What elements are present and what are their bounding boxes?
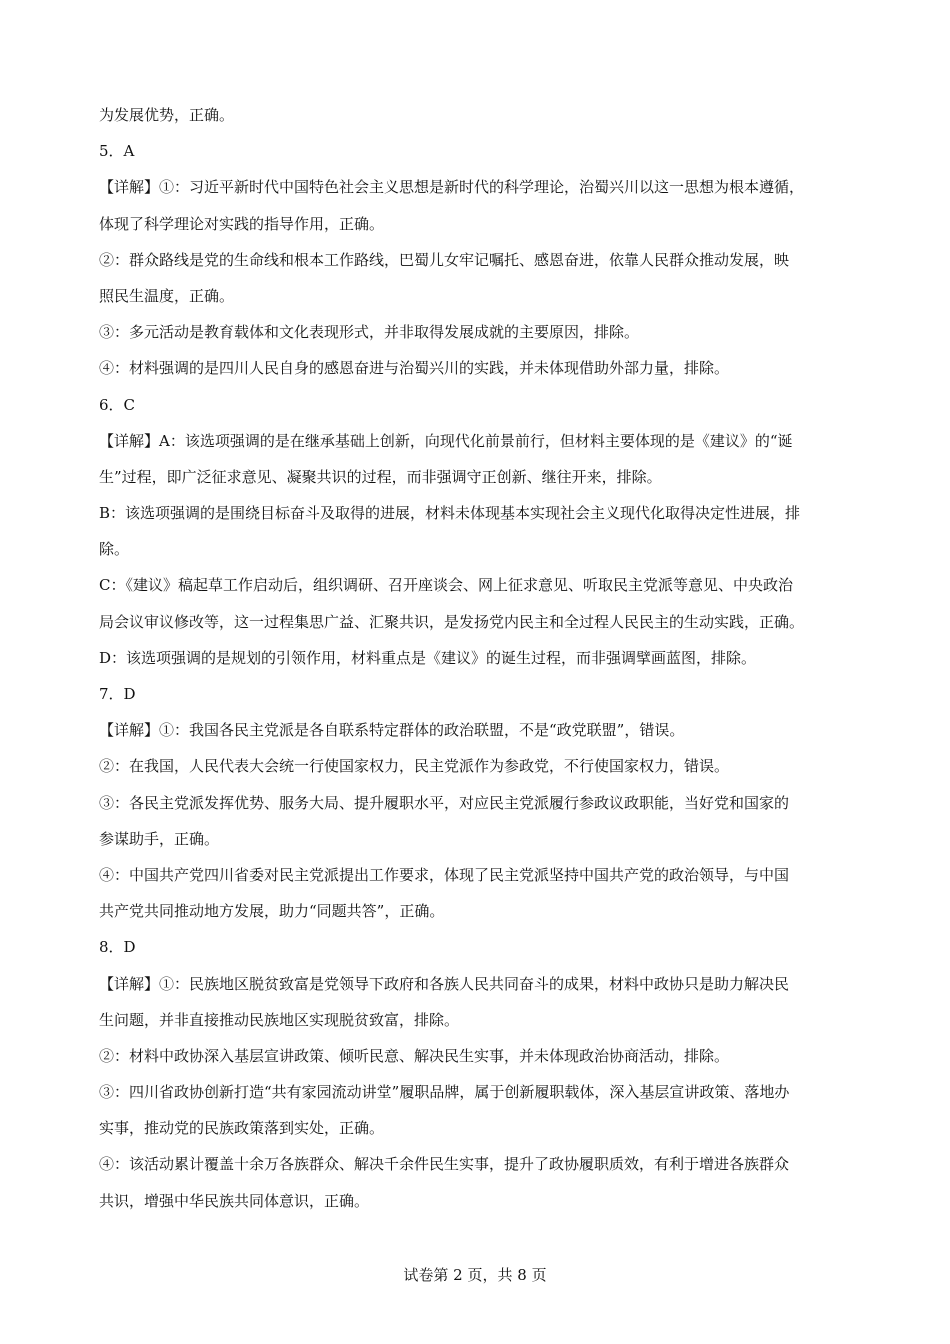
page-footer: 试卷第 2 页，共 8 页 — [403, 1266, 547, 1284]
text-line: C：《建议》稿起草工作启动后，组织调研、召开座谈会、网上征求意见、听取民主党派等意见、中央政治 — [99, 576, 793, 595]
answer-text — [99, 97, 859, 1219]
text-line: 参谋助手，正确。 — [99, 829, 220, 848]
text-line: 生”过程，即广泛征求意见、凝聚共识的过程，而非强调守正创新、继往开来，排除。 — [99, 467, 662, 486]
text-line: 【详解】①：我国各民主党派是各自联系特定群体的政治联盟，不是“政党联盟”，错误。 — [99, 721, 685, 740]
text-line: 生问题，并非直接推动民族地区实现脱贫致富，排除。 — [99, 1010, 460, 1029]
text-line: 共产党共同推动地方发展，助力“同题共答”，正确。 — [99, 902, 445, 921]
text-line: 体现了科学理论对实践的指导作用，正确。 — [99, 214, 385, 233]
text-line: 5．A — [99, 142, 135, 161]
text-line: 6．C — [99, 395, 136, 414]
text-line: ④：中国共产党四川省委对民主党派提出工作要求，体现了民主党派坚持中国共产党的政治领导，与中国 — [99, 865, 790, 884]
text-line: B：该选项强调的是围绕目标奋斗及取得的进展，材料未体现基本实现社会主义现代化取得决定性进展，排 — [99, 504, 801, 523]
text-line: 7．D — [99, 685, 136, 703]
text-line: ②：材料中政协深入基层宣讲政策、倾听民意、解决民生实事，并未体现政治协商活动，排除。 — [99, 1046, 730, 1065]
text-line: ③：各民主党派发挥优势、服务大局、提升履职水平，对应民主党派履行参政议政职能，当好党和国家的 — [99, 793, 790, 812]
text-line: 除。 — [99, 540, 130, 559]
text-line: 8．D — [99, 938, 136, 957]
text-line: ②：群众路线是党的生命线和根本工作路线，巴蜀儿女牢记嘱托、感恩奋进，依靠人民群众推动发展，映 — [99, 250, 790, 269]
text-line: ④：该活动累计覆盖十余万各族群众、解决千余件民生实事，提升了政协履职质效，有利于增进各族群众 — [99, 1155, 790, 1174]
text-line: 为发展优势，正确。 — [99, 106, 235, 124]
text-line: ④：材料强调的是四川人民自身的感恩奋进与治蜀兴川的实践，并未体现借助外部力量，排除。 — [99, 359, 730, 378]
text-line: 【详解】①：民族地区脱贫致富是党领导下政府和各族人民共同奋斗的成果，材料中政协只是助力解决民 — [99, 974, 790, 993]
text-line: 【详解】①：习近平新时代中国特色社会主义思想是新时代的科学理论，治蜀兴川以这一思想为根本遵循， — [99, 178, 805, 197]
text-line: ③：四川省政协创新打造“共有家园流动讲堂”履职品牌，属于创新履职载体，深入基层宣讲政策、落地办 — [99, 1083, 790, 1102]
text-line: ②：在我国，人民代表大会统一行使国家权力，民主党派作为参政党，不行使国家权力，错误。 — [99, 757, 730, 776]
text-line: ③：多元活动是教育载体和文化表现形式，并非取得发展成就的主要原因，排除。 — [99, 323, 640, 342]
text-line: 局会议审议修改等，这一过程集思广益、汇聚共识，是发扬党内民主和全过程人民民主的生动实践，正确。 — [99, 612, 805, 631]
text-line: 实事，推动党的民族政策落到实处，正确。 — [99, 1119, 385, 1138]
text-line: 照民生温度，正确。 — [99, 286, 235, 305]
text-line: 共识，增强中华民族共同体意识，正确。 — [99, 1191, 370, 1210]
text-line: D：该选项强调的是规划的引领作用，材料重点是《建议》的诞生过程，而非强调擘画蓝图，排除。 — [99, 648, 757, 667]
text-line: 【详解】A：该选项强调的是在继承基础上创新，向现代化前景前行，但材料主要体现的是《建议》的“诞 — [99, 431, 793, 450]
